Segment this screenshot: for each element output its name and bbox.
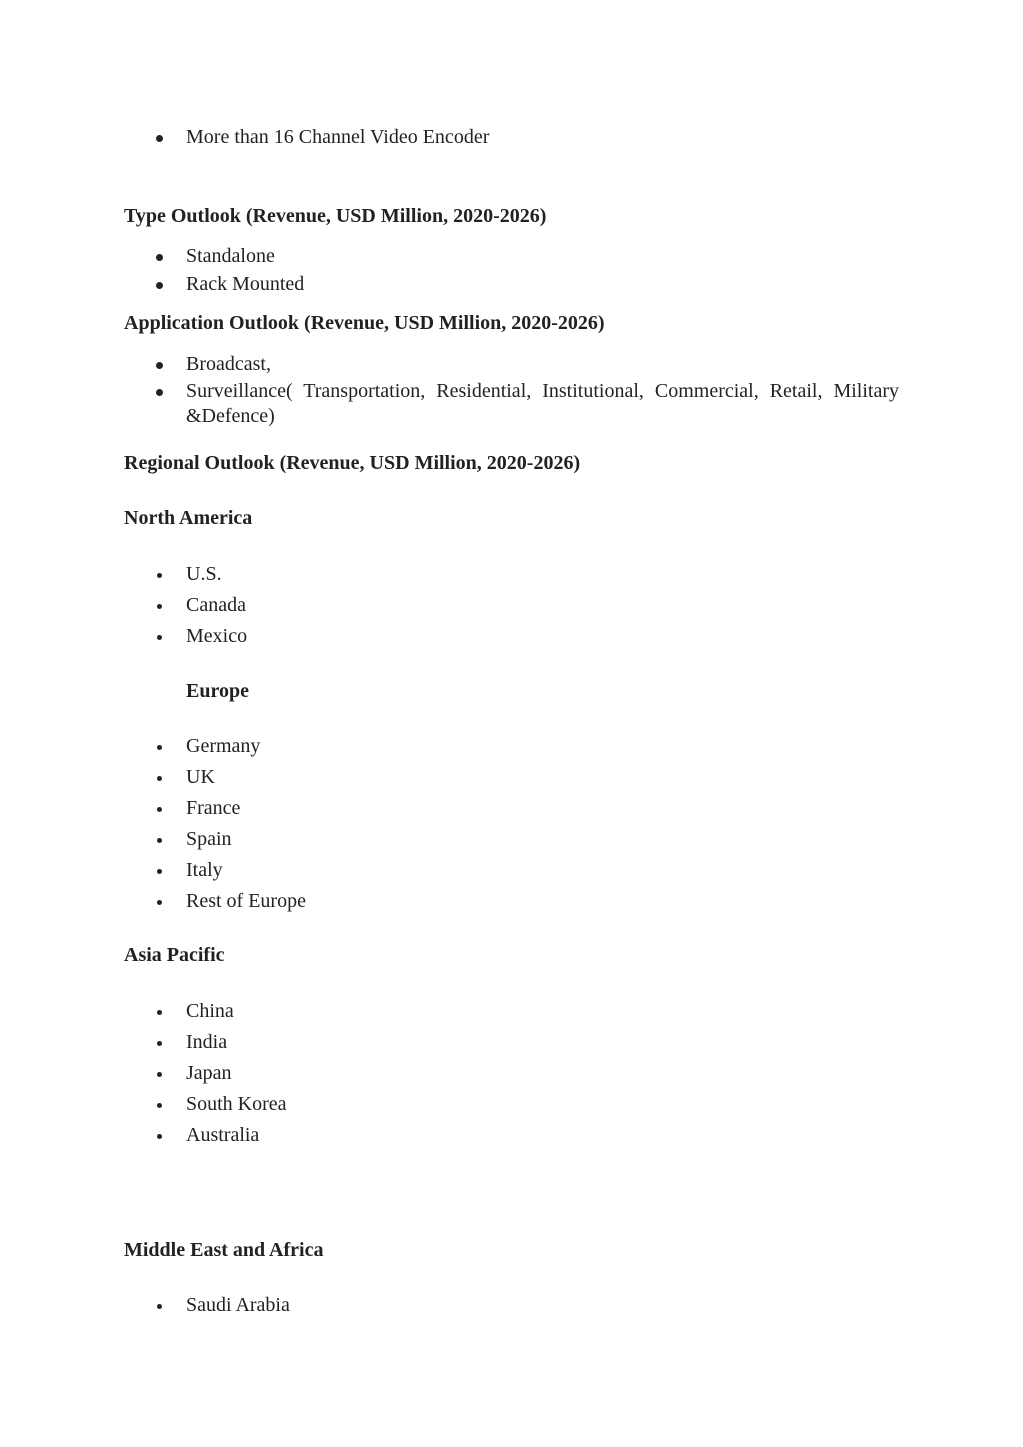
bullet-icon bbox=[157, 1304, 162, 1309]
list-item-broadcast bbox=[186, 352, 271, 377]
list-item-france bbox=[186, 796, 240, 821]
list-item-south-korea bbox=[186, 1092, 287, 1117]
list-item-label: France bbox=[186, 797, 241, 819]
list-item-label: Rest of Europe bbox=[186, 890, 306, 912]
bullet-icon bbox=[157, 1041, 162, 1046]
list-item-label: Spain bbox=[186, 828, 232, 850]
region-heading-asia-pacific: Asia Pacific bbox=[124, 944, 225, 966]
list-item-label: Canada bbox=[186, 594, 246, 616]
bullet-icon bbox=[157, 635, 162, 640]
list-item-us bbox=[186, 562, 222, 587]
list-item-australia bbox=[186, 1123, 259, 1148]
list-item-label: U.S. bbox=[186, 563, 222, 585]
bullet-icon bbox=[157, 1010, 162, 1015]
list-item-japan bbox=[186, 1061, 232, 1086]
bullet-icon bbox=[157, 838, 162, 843]
bullet-icon bbox=[156, 389, 163, 396]
region-heading-europe: Europe bbox=[186, 680, 249, 702]
list-item-surveillance bbox=[186, 379, 899, 429]
list-item-label: India bbox=[186, 1031, 228, 1053]
list-item-mexico bbox=[186, 624, 247, 649]
list-item-label: Standalone bbox=[186, 245, 275, 267]
bullet-icon bbox=[157, 1072, 162, 1077]
bullet-icon bbox=[157, 900, 162, 905]
list-item-saudi-arabia bbox=[186, 1293, 290, 1318]
list-item-uk bbox=[186, 765, 215, 790]
bullet-icon bbox=[156, 254, 163, 261]
list-item-standalone bbox=[186, 244, 275, 269]
bullet-icon bbox=[157, 1103, 162, 1108]
list-item-label: More than 16 Channel Video Encoder bbox=[186, 126, 490, 148]
list-item-india bbox=[186, 1030, 227, 1055]
list-item-label: Australia bbox=[186, 1124, 260, 1146]
list-item-label: Italy bbox=[186, 859, 223, 881]
bullet-icon bbox=[157, 807, 162, 812]
section-heading-application-outlook: Application Outlook (Revenue, USD Million, 2020-2026) bbox=[124, 312, 605, 334]
list-item-germany bbox=[186, 734, 260, 759]
list-item-canada bbox=[186, 593, 246, 618]
list-item-rack-mounted bbox=[186, 272, 304, 297]
list-item-label: South Korea bbox=[186, 1093, 287, 1115]
section-heading-type-outlook: Type Outlook (Revenue, USD Million, 2020-2026) bbox=[124, 205, 547, 227]
list-item-label: Saudi Arabia bbox=[186, 1294, 290, 1316]
list-item-label: UK bbox=[186, 766, 215, 788]
list-item-label: Germany bbox=[186, 735, 261, 757]
section-heading-regional-outlook: Regional Outlook (Revenue, USD Million, 2020-2026) bbox=[124, 452, 581, 474]
bullet-icon bbox=[156, 362, 163, 369]
bullet-icon bbox=[157, 573, 162, 578]
list-item-label: Mexico bbox=[186, 625, 248, 647]
bullet-icon bbox=[157, 869, 162, 874]
bullet-icon bbox=[157, 1134, 162, 1139]
region-heading-north-america: North America bbox=[124, 507, 253, 529]
list-item-italy bbox=[186, 858, 223, 883]
list-item-encoder-16plus bbox=[186, 125, 489, 150]
list-item-label: China bbox=[186, 1000, 234, 1022]
list-item-china bbox=[186, 999, 234, 1024]
region-heading-middle-east-africa: Middle East and Africa bbox=[124, 1239, 324, 1261]
list-item-spain bbox=[186, 827, 232, 852]
bullet-icon bbox=[156, 135, 163, 142]
list-item-label: Rack Mounted bbox=[186, 273, 305, 295]
bullet-icon bbox=[157, 776, 162, 781]
bullet-icon bbox=[157, 745, 162, 750]
list-item-rest-of-europe bbox=[186, 889, 306, 914]
list-item-label: Broadcast, bbox=[186, 353, 271, 375]
bullet-icon bbox=[157, 604, 162, 609]
bullet-icon bbox=[156, 282, 163, 289]
list-item-label: Japan bbox=[186, 1062, 232, 1084]
list-item-label: Surveillance( Transportation, Residential, Institutional, Commercial, Retail, Military &Defence) bbox=[186, 380, 899, 427]
